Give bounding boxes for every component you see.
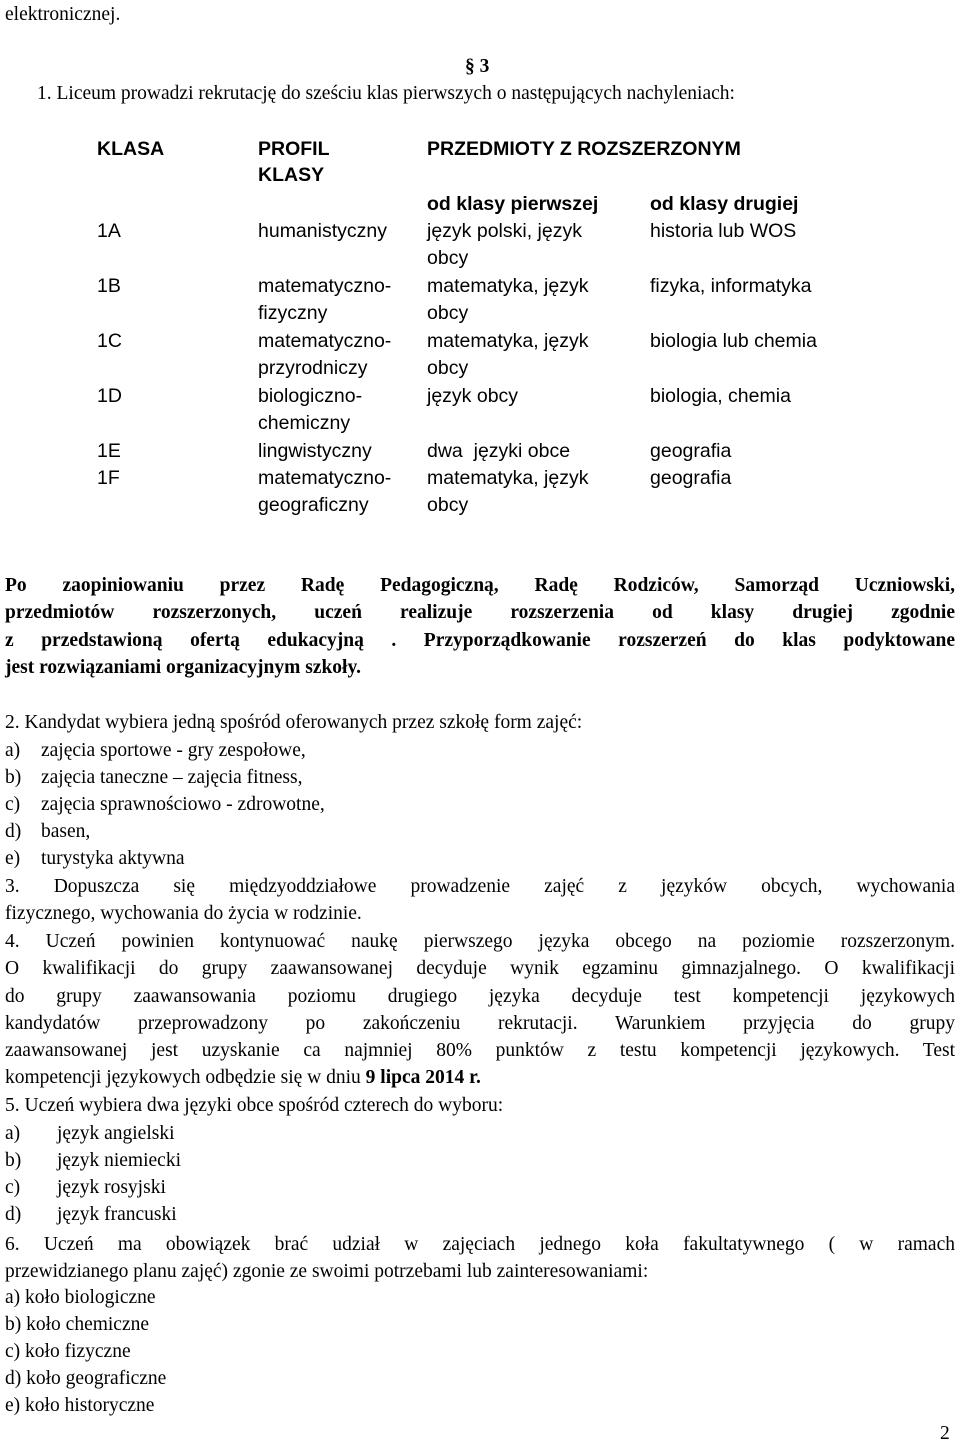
table-cell-profil: humanistyczny xyxy=(258,220,387,242)
item-4-line: 4. Uczeń powinien kontynuować naukę pierwszego języka obcego na poziomie rozszerzonym. xyxy=(5,931,955,952)
list-marker: c) xyxy=(5,1177,21,1198)
list-item-text: język angielski xyxy=(57,1123,175,1144)
list-marker: d) xyxy=(5,821,22,842)
table-cell-pierwsza-cont: obcy xyxy=(427,357,469,379)
item-4-line-text: kompetencji językowych odbędzie się w dniu xyxy=(5,1067,366,1089)
list-item: e) koło historyczne xyxy=(5,1395,155,1416)
table-cell-druga: biologia, chemia xyxy=(650,385,791,407)
item-1-text: 1. Liceum prowadzi rekrutację do sześciu klas pierwszych o następujących nachyleniach: xyxy=(37,83,735,104)
table-cell-klasa: 1B xyxy=(97,275,121,297)
list-item xyxy=(5,1202,177,1228)
table-cell-pierwsza: dwa języki obce xyxy=(427,440,571,462)
bold-paragraph-line: jest rozwiązaniami organizacyjnym szkoły. xyxy=(5,656,362,678)
list-item xyxy=(5,1175,166,1201)
table-cell-profil: lingwistyczny xyxy=(258,440,372,462)
header-od-drugiej: od klasy drugiej xyxy=(650,193,799,215)
item-4-line xyxy=(5,1064,955,1091)
list-marker: a) xyxy=(5,740,21,761)
table-cell-druga: geografia xyxy=(650,467,732,489)
list-marker: a) xyxy=(5,1123,21,1144)
header-klasa: KLASA xyxy=(97,138,165,160)
list-item: b) koło chemiczne xyxy=(5,1314,150,1335)
list-item xyxy=(5,846,185,872)
item-4-line: zaawansowanej jest uzyskanie ca najmniej 80% punktów z testu kompetencji językowych. Test xyxy=(5,1040,955,1062)
item-3-line: 3. Dopuszcza się międzyoddziałowe prowadzenie zajęć z języków obcych, wychowania xyxy=(5,876,955,897)
list-item: c) koło fizyczne xyxy=(5,1341,131,1362)
table-cell-klasa: 1C xyxy=(97,330,122,352)
table-cell-profil-cont: przyrodniczy xyxy=(258,357,368,379)
list-item-text: język rosyjski xyxy=(57,1177,166,1198)
bold-paragraph-line: przedmiotów rozszerzonych, uczeń realizuje rozszerzenia od klasy drugiej zgodnie xyxy=(5,602,955,624)
table-cell-pierwsza-cont: obcy xyxy=(427,494,469,516)
list-item: a) koło biologiczne xyxy=(5,1287,156,1308)
item-6-line: 6. Uczeń ma obowiązek brać udział w zajęciach jednego koła fakultatywnego ( w ramach xyxy=(5,1234,955,1255)
top-line: elektronicznej. xyxy=(5,4,121,25)
header-profil-klasy: KLASY xyxy=(258,164,325,186)
item-2-text: 2. Kandydat wybiera jedną spośród oferowanych przez szkołę form zajęć: xyxy=(5,712,583,733)
list-item xyxy=(5,1148,181,1174)
list-marker: b) xyxy=(5,767,22,788)
list-item xyxy=(5,738,306,764)
list-item-text: basen, xyxy=(41,821,91,842)
list-item-text: zajęcia taneczne – zajęcia fitness, xyxy=(41,767,303,788)
table-cell-profil-cont: chemiczny xyxy=(258,412,351,434)
item-4-line: O kwalifikacji do grupy zaawansowanej decyduje wynik egzaminu gimnazjalnego. O kwalifikacji xyxy=(5,958,955,980)
item-3-line: fizycznego, wychowania do życia w rodzinie. xyxy=(5,903,362,925)
item-6-paragraph xyxy=(5,1231,955,1286)
list-item-text: zajęcia sprawnościowo - zdrowotne, xyxy=(41,794,325,815)
list-item: d) koło geograficzne xyxy=(5,1368,167,1389)
table-cell-pierwsza: język polski, język xyxy=(427,220,582,242)
header-profil: PROFIL xyxy=(258,138,330,160)
table-cell-klasa: 1D xyxy=(97,385,122,407)
list-item-text: zajęcia sportowe - gry zespołowe, xyxy=(41,740,306,761)
header-przedmioty: PRZEDMIOTY Z ROZSZERZONYM xyxy=(427,138,741,160)
table-cell-pierwsza: matematyka, język xyxy=(427,467,589,489)
table-cell-druga: geografia xyxy=(650,440,732,462)
list-marker: b) xyxy=(5,1150,22,1171)
table-cell-pierwsza: matematyka, język xyxy=(427,275,589,297)
table-cell-profil-cont: geograficzny xyxy=(258,494,369,516)
list-item xyxy=(5,765,302,791)
table-cell-druga: fizyka, informatyka xyxy=(650,275,812,297)
item-4-line: kandydatów przeprowadzony po zakończeniu rekrutacji. Warunkiem przyjęcia do grupy xyxy=(5,1012,955,1034)
item-4-date: 9 lipca 2014 r. xyxy=(365,1067,481,1089)
table-cell-druga: biologia lub chemia xyxy=(650,330,817,352)
table-cell-pierwsza: język obcy xyxy=(427,385,519,407)
bold-paragraph xyxy=(5,572,955,681)
list-item xyxy=(5,819,90,845)
table-cell-profil-cont: fizyczny xyxy=(258,302,328,324)
item-4-paragraph xyxy=(5,928,955,1092)
table-cell-pierwsza-cont: obcy xyxy=(427,302,469,324)
page-number: 2 xyxy=(940,1423,950,1444)
table-cell-klasa: 1A xyxy=(97,220,121,242)
table-cell-profil: matematyczno- xyxy=(258,330,392,352)
bold-paragraph-line: Po zaopiniowaniu przez Radę Pedagogiczną, Radę Rodziców, Samorząd Uczniowski, xyxy=(5,575,955,596)
list-item-text: język niemiecki xyxy=(57,1150,181,1171)
section-heading: § 3 xyxy=(465,56,490,77)
table-cell-druga: historia lub WOS xyxy=(650,220,797,242)
list-item-text: turystyka aktywna xyxy=(41,848,185,869)
list-item-text: język francuski xyxy=(57,1204,177,1225)
list-item xyxy=(5,1121,175,1147)
table-cell-profil: biologiczno- xyxy=(258,385,363,407)
table-cell-profil: matematyczno- xyxy=(258,275,392,297)
table-cell-klasa: 1E xyxy=(97,440,121,462)
item-3-paragraph xyxy=(5,873,955,928)
table-cell-pierwsza-cont: obcy xyxy=(427,247,469,269)
header-od-pierwszej: od klasy pierwszej xyxy=(427,193,599,215)
bold-paragraph-line: z przedstawioną ofertą edukacyjną . Przyporządkowanie rozszerzeń do klas podyktowane xyxy=(5,629,955,651)
item-4-line: do grupy zaawansowania poziomu drugiego języka decyduje test kompetencji językowych xyxy=(5,985,955,1007)
list-item xyxy=(5,792,325,818)
list-marker: e) xyxy=(5,848,21,869)
list-marker: d) xyxy=(5,1204,22,1225)
table-cell-klasa: 1F xyxy=(97,467,120,489)
table-cell-profil: matematyczno- xyxy=(258,467,392,489)
table-cell-pierwsza: matematyka, język xyxy=(427,330,589,352)
item-5-text: 5. Uczeń wybiera dwa języki obce spośród czterech do wyboru: xyxy=(5,1095,504,1116)
list-marker: c) xyxy=(5,794,21,815)
item-6-line: przewidzianego planu zajęć) zgonie ze swoimi potrzebami lub zainteresowaniami: xyxy=(5,1261,649,1283)
